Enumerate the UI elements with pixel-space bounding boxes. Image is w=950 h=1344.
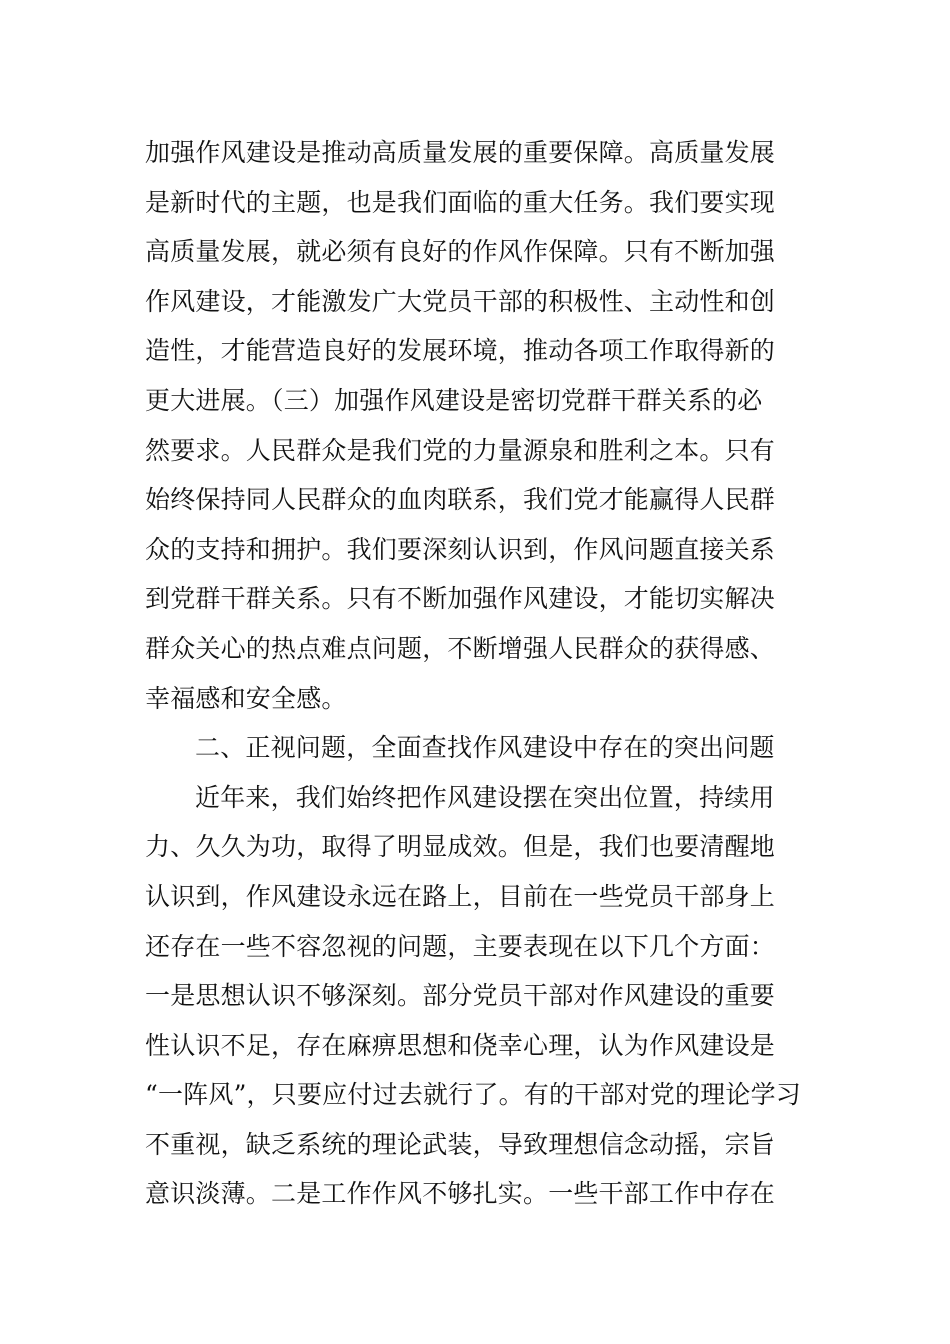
text-line: 然要求。人民群众是我们党的力量源泉和胜利之本。只有: [145, 435, 776, 465]
text-line: 作风建设，才能激发广大党员干部的积极性、主动性和创: [145, 286, 776, 316]
text-line: 不重视，缺乏系统的理论武装，导致理想信念动摇，宗旨: [145, 1129, 776, 1159]
text-line: 高质量发展，就必须有良好的作风作保障。只有不断加强: [145, 237, 776, 267]
text-line: 一是思想认识不够深刻。部分党员干部对作风建设的重要: [145, 981, 776, 1011]
text-line: 还存在一些不容忽视的问题，主要表现在以下几个方面：: [145, 931, 776, 961]
text-line: 是新时代的主题，也是我们面临的重大任务。我们要实现: [145, 187, 776, 217]
text-line: 近年来，我们始终把作风建设摆在突出位置，持续用: [195, 782, 775, 812]
text-line: 认识到，作风建设永远在路上，目前在一些党员干部身上: [145, 881, 776, 911]
text-line: 力、久久为功，取得了明显成效。但是，我们也要清醒地: [145, 832, 776, 862]
text-line: 众的支持和拥护。我们要深刻认识到，作风问题直接关系: [145, 534, 776, 564]
text-line: 到党群干群关系。只有不断加强作风建设，才能切实解决: [145, 584, 776, 614]
document-body: [145, 128, 809, 1219]
text-line: 更大进展。（三）加强作风建设是密切党群干群关系的必: [145, 385, 763, 415]
text-line: 幸福感和安全感。: [145, 683, 347, 713]
section-heading: 二、正视问题，全面查找作风建设中存在的突出问题: [195, 733, 775, 763]
text-line: 群众关心的热点难点问题，不断增强人民群众的获得感、: [145, 633, 776, 663]
text-line: 性认识不足，存在麻痹思想和侥幸心理，认为作风建设是: [145, 1030, 776, 1060]
text-line: 造性，才能营造良好的发展环境，推动各项工作取得新的: [145, 336, 776, 366]
text-line: “一阵风”，只要应付过去就行了。有的干部对党的理论学习: [145, 1080, 801, 1110]
text-line: 加强作风建设是推动高质量发展的重要保障。高质量发展: [145, 138, 776, 167]
text-line: 始终保持同人民群众的血肉联系，我们党才能赢得人民群: [145, 485, 776, 515]
text-line: 意识淡薄。二是工作作风不够扎实。一些干部工作中存在: [145, 1179, 776, 1209]
